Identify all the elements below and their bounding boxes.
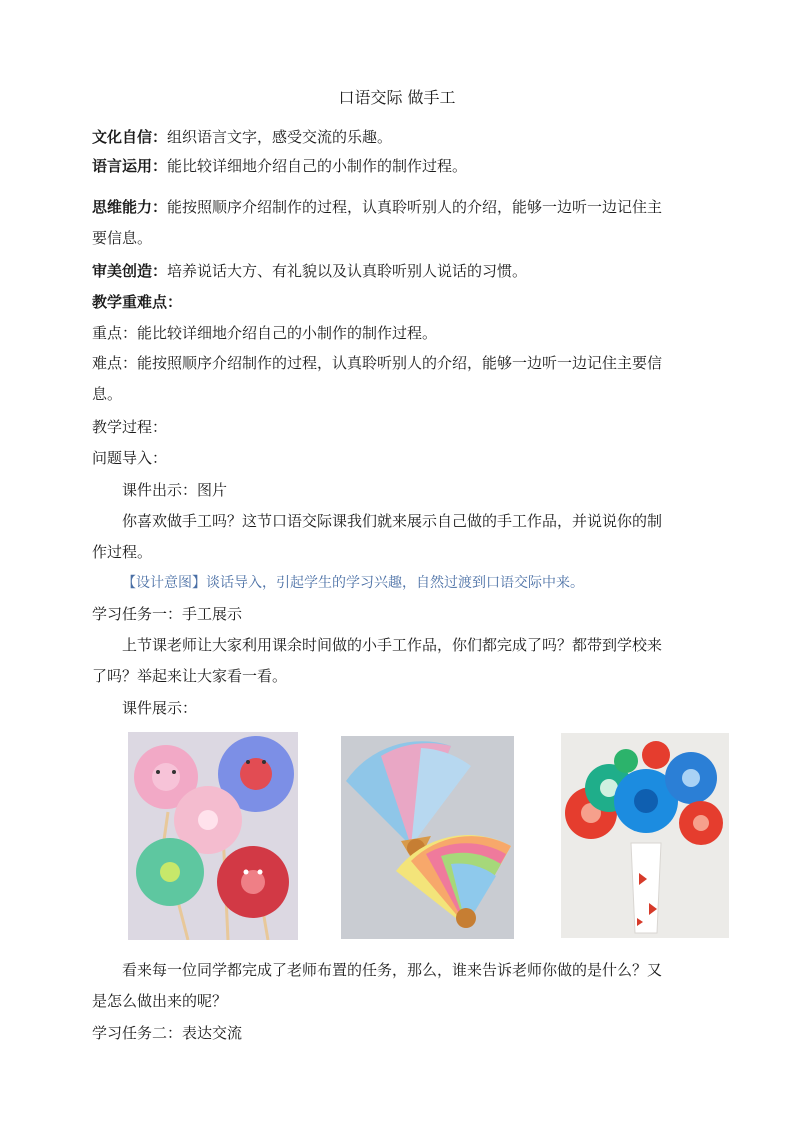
objective-label: 思维能力： [92,198,168,216]
courseware-display: 课件展示： [122,699,198,717]
objective-label: 语言运用： [92,157,168,175]
objective-text: 能按照顺序介绍制作的过程，认真聆听别人的介绍，能够一边听一边记住主 [167,198,663,216]
process-heading: 教学过程： [92,418,168,436]
task1-paragraph-cont: 了吗？举起来让大家看一看。 [92,667,288,685]
after-paragraph: 看来每一位同学都完成了老师布置的任务，那么，谁来告诉老师你做的是什么？又 [122,961,663,979]
task1-heading: 学习任务一：手工展示 [92,605,243,623]
objective-thinking-cont: 要信息。 [92,229,153,247]
intro-question: 你喜欢做手工吗？这节口语交际课我们就来展示自己做的手工作品，并说说你的制 [122,512,663,530]
key-points-heading: 教学重难点： [92,293,183,311]
paper-fans-photo [341,736,514,939]
intro-question-cont: 作过程。 [92,543,153,561]
objective-language [92,156,712,176]
task2-heading: 学习任务二：表达交流 [92,1024,243,1042]
design-intent: 【设计意图】谈话导入，引起学生的学习兴趣，自然过渡到口语交际中来。 [122,575,584,591]
page-title: 口语交际 做手工 [338,88,456,107]
objective-text: 组织语言文字，感受交流的乐趣。 [167,128,393,146]
intro-heading: 问题导入： [92,449,168,467]
objective-text: 培养说话大方、有礼貌以及认真聆听别人说话的习惯。 [167,262,528,280]
courseware-picture: 课件出示：图片 [122,481,228,499]
task1-paragraph: 上节课老师让大家利用课余时间做的小手工作品，你们都完成了吗？都带到学校来 [122,636,663,654]
objective-culture [92,127,712,147]
objective-label: 文化自信： [92,128,168,146]
objective-text: 能比较详细地介绍自己的小制作的制作过程。 [167,157,468,175]
objective-aesthetic [92,261,712,281]
difficult-point: 难点：能按照顺序介绍制作的过程，认真聆听别人的介绍，能够一边听一边记住主要信 [92,354,663,372]
difficult-point-cont: 息。 [92,385,123,403]
paper-pig-rosettes-photo [128,732,298,940]
key-point: 重点：能比较详细地介绍自己的小制作的制作过程。 [92,324,438,342]
paper-cup-flowers-photo [561,733,729,938]
objective-thinking [92,197,712,217]
objective-label: 审美创造： [92,262,168,280]
after-paragraph-cont: 是怎么做出来的呢？ [92,992,228,1010]
